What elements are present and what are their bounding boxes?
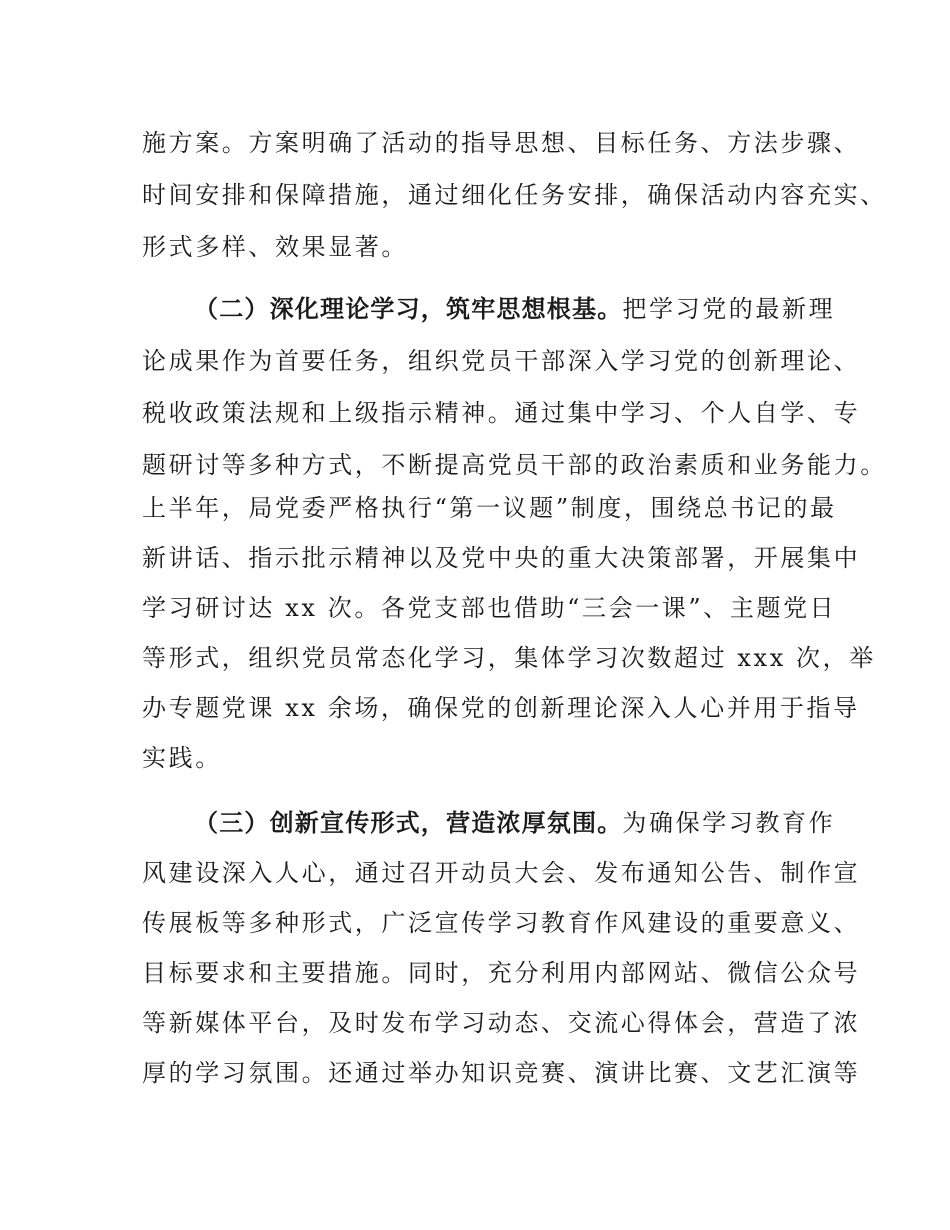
- paragraph-line: 等形式，组织党员常态化学习，集体学习次数超过 xxx 次，举: [142, 644, 876, 672]
- paragraph-line: 实践。: [142, 744, 222, 772]
- paragraph-line: 施方案。方案明确了活动的指导思想、目标任务、方法步骤、: [142, 129, 861, 157]
- section-heading: （二）深化理论学习，筑牢思想根基。: [194, 295, 623, 323]
- paragraph-line: 上半年，局党委严格执行“第一议题”制度，围绕总书记的最: [142, 494, 837, 522]
- paragraph-first-line: [194, 294, 835, 324]
- paragraph-line: 论成果作为首要任务，组织党员干部深入学习党的创新理论、: [142, 347, 861, 375]
- paragraph-line: 厚的学习氛围。还通过举办知识竞赛、演讲比赛、文艺汇演等: [142, 1059, 861, 1087]
- paragraph-line: 风建设深入人心，通过召开动员大会、发布通知公告、制作宣: [142, 859, 861, 887]
- paragraph-line: 时间安排和保障措施，通过细化任务安排，确保活动内容充实、: [142, 181, 887, 209]
- paragraph-line: 学习研讨达 xx 次。各党支部也借助“三会一课”、主题党日: [142, 594, 837, 622]
- paragraph-line: 传展板等多种形式，广泛宣传学习教育作风建设的重要意义、: [142, 909, 861, 937]
- paragraph-line: 形式多样、效果显著。: [142, 233, 408, 261]
- paragraph-line: 题研讨等多种方式，不断提高党员干部的政治素质和业务能力。: [142, 451, 887, 479]
- paragraph-line: 税收政策法规和上级指示精神。通过集中学习、个人自学、专: [142, 399, 861, 427]
- paragraph-line: 办专题党课 xx 余场，确保党的创新理论深入人心并用于指导: [142, 694, 860, 722]
- paragraph-first-line: [194, 808, 835, 838]
- paragraph-text: 为确保学习教育作: [622, 809, 836, 837]
- paragraph-text: 把学习党的最新理: [622, 295, 836, 323]
- section-heading: （三）创新宣传形式，营造浓厚氛围。: [194, 809, 623, 837]
- paragraph-line: 等新媒体平台，及时发布学习动态、交流心得体会，营造了浓: [142, 1009, 861, 1037]
- paragraph-line: 目标要求和主要措施。同时，充分利用内部网站、微信公众号: [142, 959, 861, 987]
- paragraph-line: 新讲话、指示批示精神以及党中央的重大决策部署，开展集中: [142, 544, 861, 572]
